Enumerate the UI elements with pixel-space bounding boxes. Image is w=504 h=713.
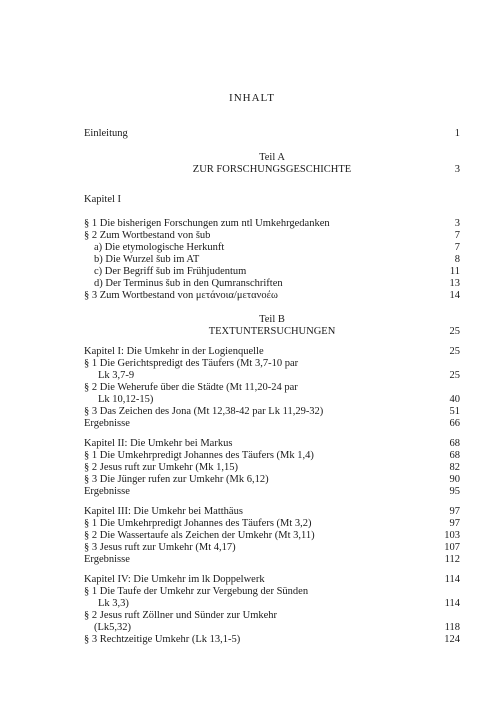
toc-entry (84, 278, 460, 290)
toc-entry-title: Ergebnisse (84, 418, 130, 429)
toc-entry (84, 530, 460, 542)
toc-entry-page: 51 (449, 406, 460, 417)
toc-entry (84, 598, 460, 610)
toc-entry-page: 3 (454, 218, 460, 229)
toc-entry-title: § 3 Zum Wortbestand von μετάνοια/μετανοέω (84, 290, 278, 301)
toc-entry-page: 40 (449, 394, 460, 405)
toc-entry-page: 25 (449, 346, 460, 357)
toc-entry (84, 266, 460, 278)
toc-entry (84, 254, 460, 266)
toc-entry (84, 194, 460, 206)
toc-entry-title: Kapitel I (84, 194, 122, 205)
toc-entry-title: ZUR FORSCHUNGSGESCHICHTE (192, 164, 352, 175)
toc-entry (84, 394, 460, 406)
toc-entry-title: Teil A (259, 152, 285, 163)
toc-entry-page: 3 (454, 164, 460, 175)
toc-entry (84, 542, 460, 554)
toc-entry-page: 90 (449, 474, 460, 485)
toc-entry-title: § 1 Die Umkehrpredigt Johannes des Täufers (Mt 3,2) (84, 518, 312, 529)
toc-entry-title: Einleitung (84, 128, 128, 139)
toc-entry-title: § 1 Die Gerichtspredigt des Täufers (Mt 3,7-10 par (84, 358, 299, 369)
toc-entry (84, 610, 460, 622)
toc-entry-title: § 2 Jesus ruft zur Umkehr (Mk 1,15) (84, 462, 238, 473)
toc-entry-title: § 3 Jesus ruft zur Umkehr (Mt 4,17) (84, 542, 236, 553)
toc-entry-title: Lk 10,12-15) (98, 394, 154, 405)
toc-entry (84, 418, 460, 430)
toc-entry-title: § 1 Die bisherigen Forschungen zum ntl Umkehrgedanken (84, 218, 330, 229)
toc-entry-page: 68 (449, 450, 460, 461)
toc-entry-page: 107 (444, 542, 460, 553)
toc-entry-page: 68 (449, 438, 460, 449)
toc-entry (84, 474, 460, 486)
toc-entry (84, 382, 460, 394)
toc-entry (84, 554, 460, 566)
toc-entry (84, 242, 460, 254)
toc-entry-title: Kapitel III: Die Umkehr bei Matthäus (84, 506, 243, 517)
toc-entry-page: 97 (449, 518, 460, 529)
toc-entry-page: 103 (444, 530, 460, 541)
toc-entry-page: 25 (449, 370, 460, 381)
toc-entry-title: TEXTUNTERSUCHUNGEN (208, 326, 336, 337)
toc-entry (84, 346, 460, 358)
toc-entry-page: 82 (449, 462, 460, 473)
toc-entry-page: 1 (454, 128, 460, 139)
toc-entry (84, 326, 460, 338)
toc-entry (84, 290, 460, 302)
toc-entry-page: 97 (449, 506, 460, 517)
toc-entry-title: § 2 Die Wassertaufe als Zeichen der Umkehr (Mt 3,11) (84, 530, 315, 541)
toc-entry-title: § 2 Jesus ruft Zöllner und Sünder zur Umkehr (84, 610, 278, 621)
toc-entry (84, 462, 460, 474)
toc-entry (84, 586, 460, 598)
toc-entry-page: 14 (449, 290, 460, 301)
toc-entry (84, 622, 460, 634)
toc-entry-page: 7 (454, 242, 460, 253)
toc-entry (84, 574, 460, 586)
toc-entry (84, 164, 460, 176)
toc-entry-title: § 2 Zum Wortbestand von šub (84, 230, 211, 241)
toc-entry (84, 506, 460, 518)
toc-entry-page: 124 (444, 634, 460, 645)
toc-entry-title: b) Die Wurzel šub im AT (94, 254, 200, 265)
toc-entry-title: § 1 Die Umkehrpredigt Johannes des Täufers (Mk 1,4) (84, 450, 314, 461)
toc-entry (84, 128, 460, 140)
toc-entry-page: 11 (449, 266, 460, 277)
toc-entry-title: § 3 Die Jünger rufen zur Umkehr (Mk 6,12) (84, 474, 269, 485)
toc-entry-page: 114 (444, 574, 460, 585)
toc-entry-title: c) Der Begriff šub im Frühjudentum (94, 266, 247, 277)
toc-entry-title: (Lk5,32) (94, 622, 132, 633)
toc-entry-title: § 2 Die Weherufe über die Städte (Mt 11,20-24 par (84, 382, 298, 393)
toc-entry-title: § 3 Das Zeichen des Jona (Mt 12,38-42 par Lk 11,29-32) (84, 406, 324, 417)
toc-entry (84, 218, 460, 230)
toc-entry (84, 152, 460, 164)
toc-entry (84, 518, 460, 530)
toc-entry-page: 13 (449, 278, 460, 289)
toc-entry-page: 25 (449, 326, 460, 337)
toc-entry-page: 114 (444, 598, 460, 609)
toc-entry (84, 450, 460, 462)
toc-entry-title: a) Die etymologische Herkunft (94, 242, 225, 253)
toc-entry-title: Ergebnisse (84, 486, 130, 497)
toc-entry (84, 486, 460, 498)
toc-entry (84, 358, 460, 370)
toc-entry-title: § 1 Die Taufe der Umkehr zur Vergebung der Sünden (84, 586, 309, 597)
toc-entry-title: Kapitel IV: Die Umkehr im lk Doppelwerk (84, 574, 265, 585)
toc-entry (84, 370, 460, 382)
toc-entry (84, 230, 460, 242)
toc-entry (84, 314, 460, 326)
toc-entry-page: 112 (444, 554, 460, 565)
page-heading: INHALT (229, 92, 275, 104)
toc-entry-title: d) Der Terminus šub in den Qumranschriften (94, 278, 283, 289)
toc-entry-title: § 3 Rechtzeitige Umkehr (Lk 13,1-5) (84, 634, 241, 645)
toc-entry-title: Teil B (259, 314, 285, 325)
toc-entry-page: 7 (454, 230, 460, 241)
toc-entry (84, 634, 460, 646)
toc-entry-title: Ergebnisse (84, 554, 130, 565)
toc-entry-title: Kapitel II: Die Umkehr bei Markus (84, 438, 233, 449)
table-of-contents (84, 120, 460, 646)
toc-entry-page: 8 (454, 254, 460, 265)
toc-entry (84, 438, 460, 450)
toc-entry-page: 118 (444, 622, 460, 633)
toc-entry-title: Kapitel I: Die Umkehr in der Logienquelle (84, 346, 264, 357)
toc-entry-page: 95 (449, 486, 460, 497)
toc-entry (84, 406, 460, 418)
toc-entry-page: 66 (449, 418, 460, 429)
toc-entry-title: Lk 3,7-9 (98, 370, 135, 381)
toc-entry-title: Lk 3,3) (98, 598, 129, 609)
